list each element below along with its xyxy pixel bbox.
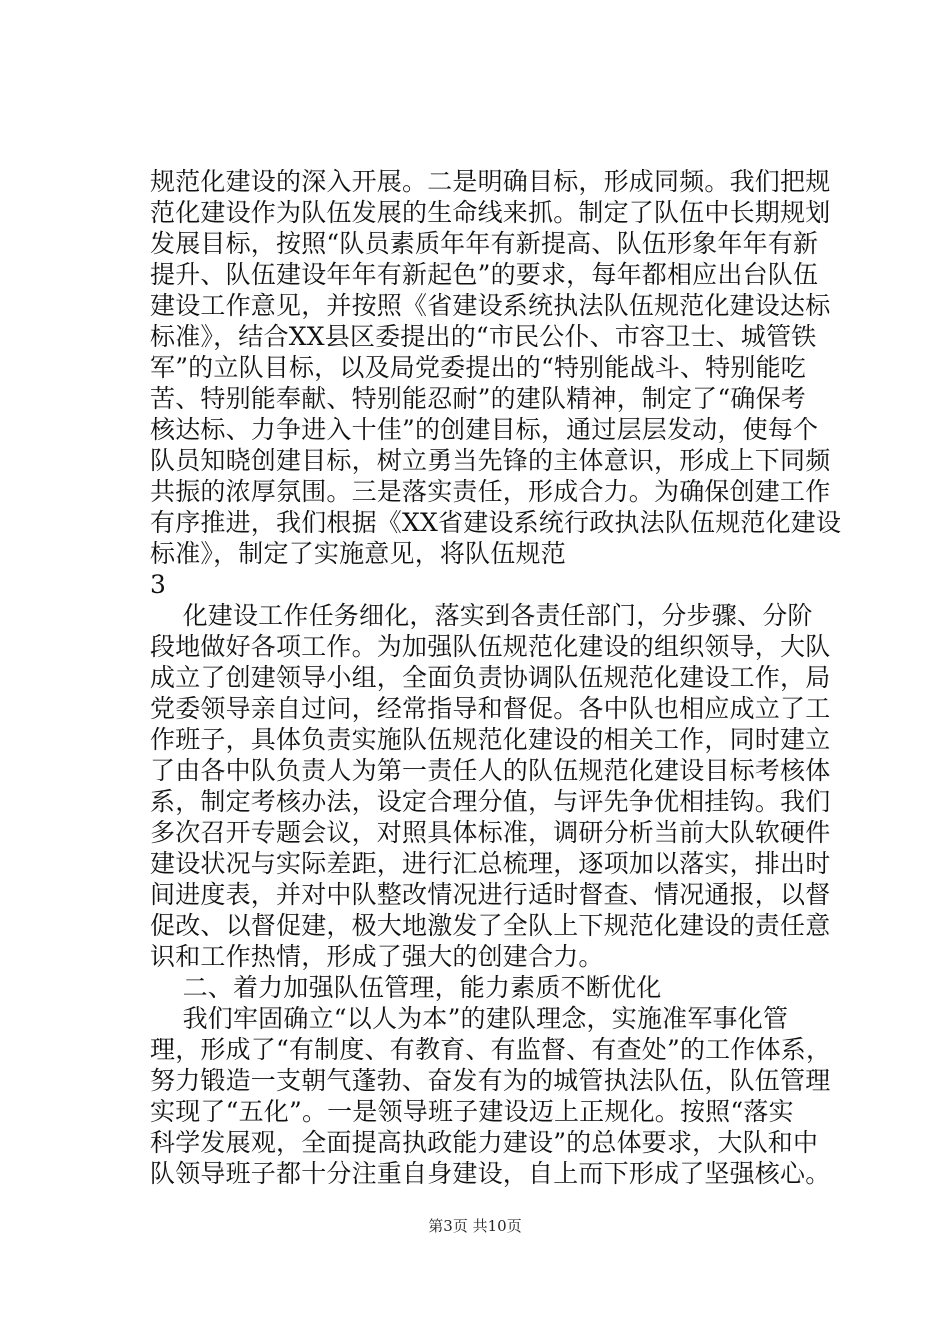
text-line: 作班子，具体负责实施队伍规范化建设的相关工作，同时建立 [150,725,831,754]
text-line: 队领导班子都十分注重自身建设，自上而下形成了坚强核心。 [150,1159,831,1188]
document-body [150,166,840,1189]
text-line: 发展目标，按照“队员素质年年有新提高、队伍形象年年有新 [150,229,819,258]
text-line: 化建设工作任务细化，落实到各责任部门，分步骤、分阶 [150,601,813,630]
text-line: 苦、特别能奉献、特别能忍耐”的建队精神，制定了“确保考 [150,384,806,413]
text-line: 建设工作意见，并按照《省建设系统执法队伍规范化建设达标 [150,291,831,320]
text-line: 了由各中队负责人为第一责任人的队伍规范化建设目标考核体 [150,756,831,785]
text-line: 标准》，制定了实施意见，将队伍规范 [150,539,566,568]
text-line: 我们牢固确立“以人为本”的建队理念，实施准军事化管 [150,1004,789,1033]
text-line: 间进度表，并对中队整改情况进行适时督查、情况通报，以督 [150,880,831,909]
text-line: 标准》，结合XX县区委提出的“市民公仆、市容卫士、城管铁 [150,322,817,351]
text-line: 多次召开专题会议，对照具体标准，调研分析当前大队软硬件 [150,818,831,847]
text-line: 理，形成了“有制度、有教育、有监督、有查处”的工作体系， [150,1035,832,1064]
text-line: 3 [150,570,167,599]
text-line: 段地做好各项工作。为加强队伍规范化建设的组织领导，大队 [150,632,831,661]
text-line: 系，制定考核办法，设定合理分值，与评先争优相挂钩。我们 [150,787,831,816]
text-line: 规范化建设的深入开展。二是明确目标，形成同频。我们把规 [150,167,831,196]
text-line: 实现了“五化”。一是领导班子建设迈上正规化。按照“落实 [150,1097,794,1126]
text-line: 共振的浓厚氛围。三是落实责任，形成合力。为确保创建工作 [150,477,831,506]
text-line: 核达标、力争进入十佳”的创建目标，通过层层发动，使每个 [150,415,819,444]
text-line: 军”的立队目标，以及局党委提出的“特别能战斗、特别能吃 [150,353,806,382]
text-line: 促改、以督促建，极大地激发了全队上下规范化建设的责任意 [150,911,831,940]
text-line: 范化建设作为队伍发展的生命线来抓。制定了队伍中长期规划 [150,198,831,227]
text-line: 科学发展观，全面提高执政能力建设”的总体要求，大队和中 [150,1128,819,1157]
text-line: 二、着力加强队伍管理，能力素质不断优化 [150,973,662,1002]
text-line: 有序推进，我们根据《XX省建设系统行政执法队伍规范化建设 [150,508,842,537]
text-line: 提升、队伍建设年年有新起色”的要求，每年都相应出台队伍 [150,260,819,289]
text-line: 努力锻造一支朝气蓬勃、奋发有为的城管执法队伍，队伍管理 [150,1066,831,1095]
text-line: 建设状况与实际差距，进行汇总梳理，逐项加以落实，排出时 [150,849,831,878]
text-line: 党委领导亲自过问，经常指导和督促。各中队也相应成立了工 [150,694,831,723]
text-line: 识和工作热情，形成了强大的创建合力。 [150,942,604,971]
page-footer: 第3页 共10页 [428,1217,522,1235]
text-line: 队员知晓创建目标，树立勇当先锋的主体意识，形成上下同频 [150,446,831,475]
text-line: 成立了创建领导小组，全面负责协调队伍规范化建设工作，局 [150,663,831,692]
